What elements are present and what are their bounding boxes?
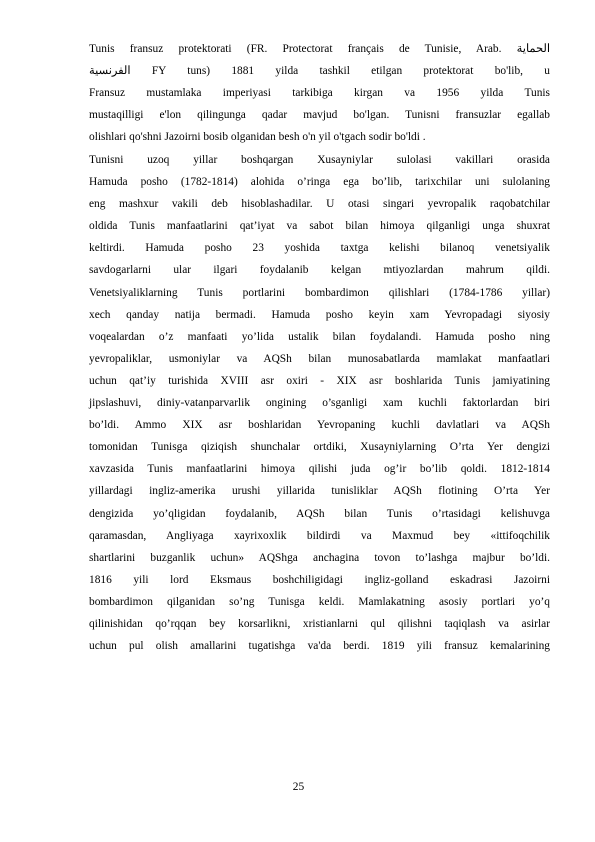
- text-line: xech qanday natija bermadi. Hamuda posho keyin xam Yevropadagi siyosiy: [89, 308, 550, 321]
- text-line: Tunisni uzoq yillar boshqargan Xusayniylar sulolasi vakillari orasida: [89, 154, 550, 166]
- text-line: Venetsiyaliklarning Tunis portlarini bombardimon qilishlari (1784-1786 yillar): [89, 286, 550, 299]
- text-line: uchun pul olish amallarini tugatishga va'da berdi. 1819 yili fransuz kemalarining: [89, 640, 550, 653]
- page-number: 25: [292, 781, 305, 793]
- paragraph-protectorate-intro: [89, 38, 550, 148]
- text-line: bo’ldi. Ammo XIX asr boshlaridan Yevropaning kuchli davlatlari va AQSh: [89, 419, 550, 432]
- text-line: Tunis fransuz protektorati (FR. Protectorat français de Tunisie, Arab. الحماية: [89, 43, 550, 55]
- text-line: keltirdi. Hamuda posho 23 yoshida taxtga kelishi bilanoq venetsiyalik: [89, 242, 550, 255]
- text-line: dengizida yo’qligidan foydalanib, AQSh bilan Tunis o’rtasidagi kelishuvga: [89, 507, 550, 520]
- text-line: jipslashuvi, diniy-vatanparvarlik ongining o’sganligi xam kuchli faktorlardan biri: [89, 397, 550, 410]
- text-line: الفرنسية FY tuns) 1881 yilda tashkil etilgan protektorat bo'lib, u: [89, 65, 550, 78]
- text-line: voqealardan o’z manfaati yo’lida ustalik bilan foydalandi. Hamuda posho ning: [89, 330, 550, 343]
- paragraph-husaynid-history: [89, 149, 550, 657]
- text-line: olishlari qo'shni Jazoirni bosib olganidan besh o'n yil o'tgach sodir bo'ldi .: [89, 131, 426, 144]
- text-line: tomonidan Tunisga qiziqish shunchalar ortdiki, Xusayniylarning O’rta Yer dengizi: [89, 441, 550, 454]
- text-line: 1816 yili lord Eksmaus boshchiligidagi ingliz-golland eskadrasi Jazoirni: [89, 573, 550, 586]
- text-line: shartlarini buzganlik uchun» AQShga anchagina tovon to’lashga majbur bo’ldi.: [89, 551, 550, 564]
- text-line: xavzasida Tunis manfaatlarini himoya qilishi juda og’ir bo’lib qoldi. 1812-1814: [89, 463, 550, 476]
- text-line: yevropaliklar, usmoniylar va AQSh bilan munosabatlarda mamlakat manfaatlari: [89, 352, 550, 365]
- text-line: oldida Tunis manfaatlarini qat’iyat va sabot bilan himoya qilganligi unga shuxrat: [89, 220, 550, 233]
- text-line: Hamuda posho (1782-1814) alohida o’ringa ega bo’lib, tarixchilar uni sulolaning: [89, 176, 550, 189]
- text-line: Fransuz mustamlaka imperiyasi tarkibiga kirgan va 1956 yilda Tunis: [89, 87, 550, 100]
- text-line: mustaqilligi e'lon qilingunga qadar mavjud bo'lgan. Tunisni fransuzlar egallab: [89, 109, 550, 122]
- text-line: uchun qat’iy turishida XVIII asr oxiri - XIX asr boshlarida Tunis jamiyatining: [89, 374, 550, 387]
- text-line: qilinishidan qo’rqqan bey korsarlikni, xristianlarni qul qilishni taqiqlash va asirlar: [89, 617, 550, 630]
- text-line: eng mashxur vakili deb hisoblashadilar. U otasi singari yevropalik raqobatchilar: [89, 198, 550, 211]
- text-line: bombardimon qilganidan so’ng Tunisga keldi. Mamlakatning asosiy portlari yo’q: [89, 595, 550, 608]
- text-line: savdogarlarni ular ilgari foydalanib kelgan mtiyozlardan mahrum qildi.: [89, 264, 550, 277]
- text-line: yillardagi ingliz-amerika urushi yillarida tunisliklar AQSh flotining O’rta Yer: [89, 485, 550, 498]
- text-line: qaramasdan, Angliyaga xayrixoxlik bildirdi va Maxmud bey «ittifoqchilik: [89, 529, 550, 542]
